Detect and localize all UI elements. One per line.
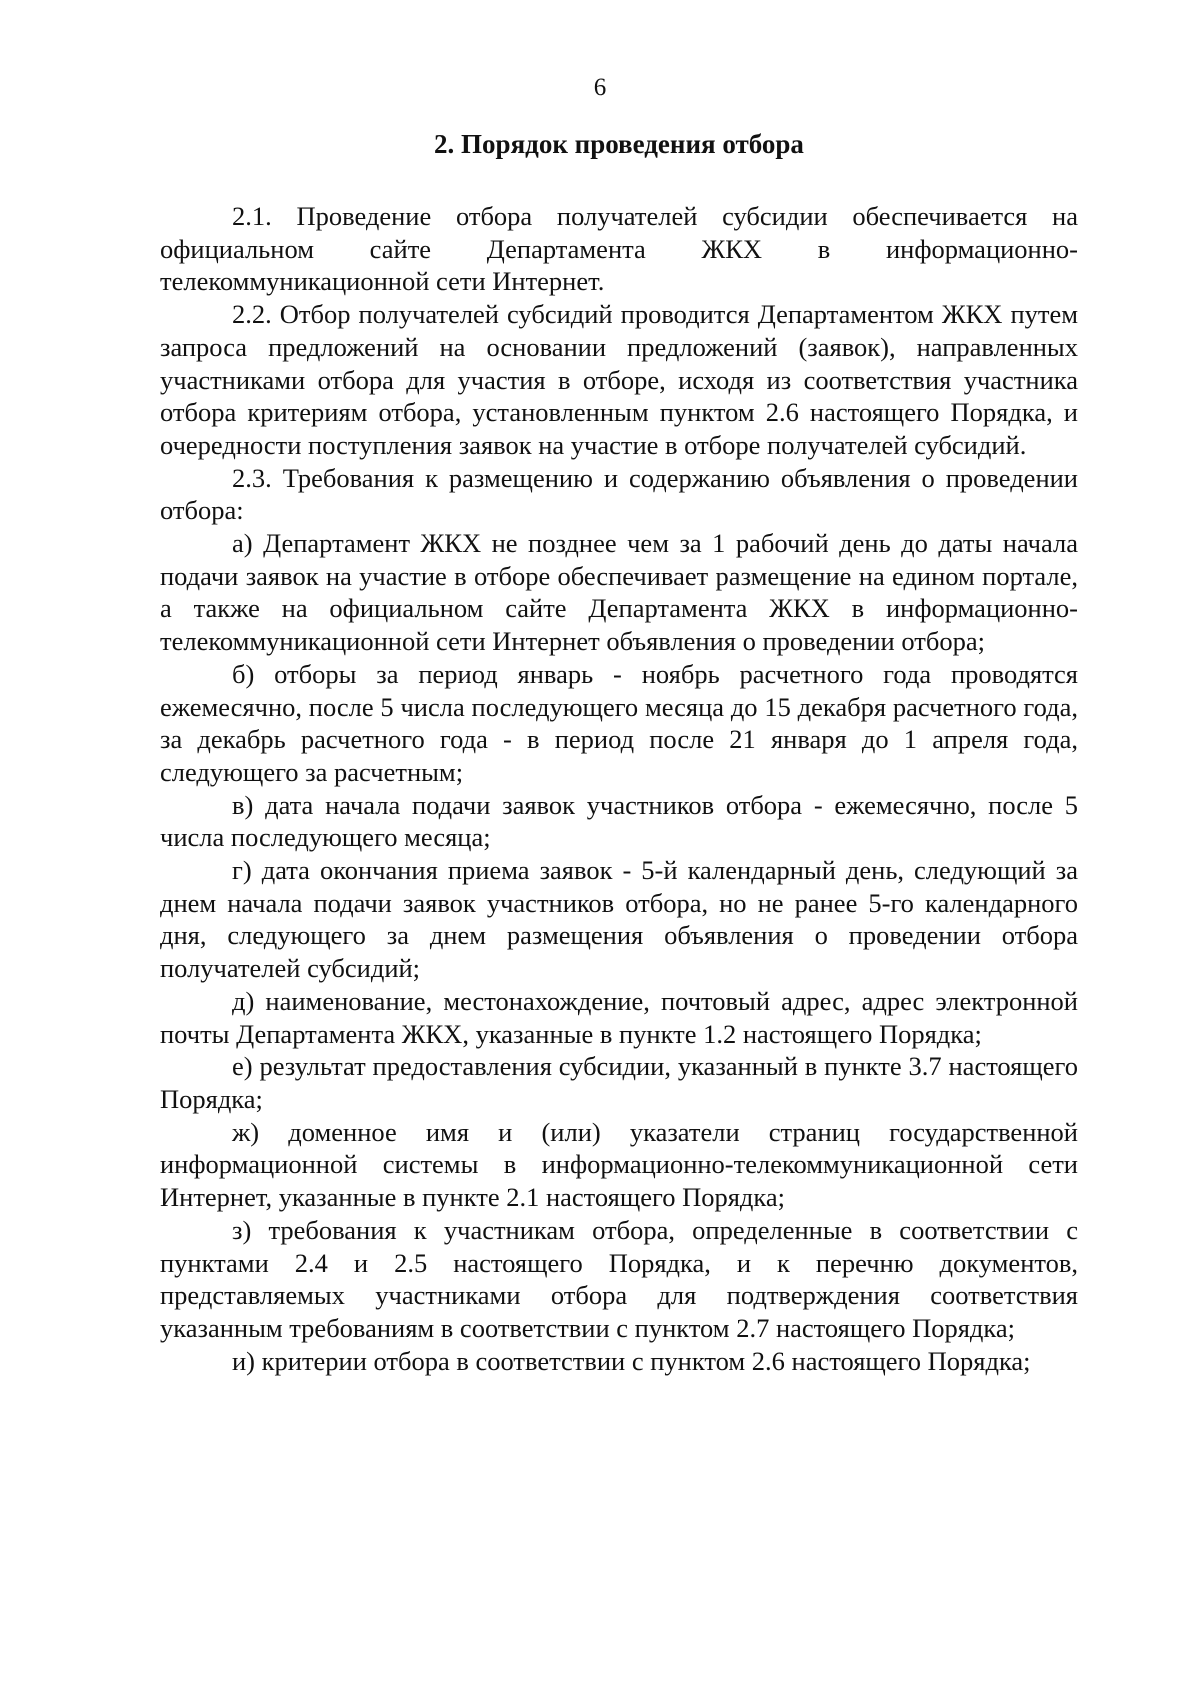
- list-item-b: б) отборы за период январь - ноябрь расчетного года проводятся ежемесячно, после 5 числа последующего месяца до 15 декабря расчетного года, за декабрь расчетного года - в период после 21 января до 1 апреля года, следующего за расчетным;: [160, 658, 1078, 787]
- section-heading: 2. Порядок проведения отбора: [434, 129, 804, 159]
- list-item-zh: ж) доменное имя и (или) указатели страниц государственной информационной системы в информационно-телекоммуникационной сети Интернет, указанные в пункте 2.1 настоящего Порядка;: [160, 1116, 1078, 1213]
- list-item-v: в) дата начала подачи заявок участников отбора - ежемесячно, после 5 числа последующего месяца;: [160, 789, 1078, 853]
- page-number: 6: [593, 74, 607, 101]
- list-item-i: и) критерии отбора в соответствии с пунктом 2.6 настоящего Порядка;: [232, 1345, 1031, 1376]
- document-body: [160, 124, 1078, 1377]
- list-item-a: а) Департамент ЖКХ не позднее чем за 1 рабочий день до даты начала подачи заявок на участие в отборе обеспечивает размещение на едином портале, а также на официальном сайте Департамента ЖКХ в информационно-телекоммуникационной сети Интернет объявления о проведении отбора;: [160, 528, 1078, 657]
- list-item-e: е) результат предоставления субсидии, указанный в пункте 3.7 настоящего Порядка;: [160, 1051, 1078, 1114]
- list-item-z: з) требования к участникам отбора, определенные в соответствии с пунктами 2.4 и 2.5 настоящего Порядка, и к перечню документов, представляемых участниками отбора для подтверждения соответствия указанным требованиям в соответствии с пунктом 2.7 настоящего Порядка;: [160, 1214, 1078, 1343]
- paragraph-2-1: 2.1. Проведение отбора получателей субсидии обеспечивается на официальном сайте Департамента ЖКХ в информационно-телекоммуникационной сети Интернет.: [160, 201, 1078, 297]
- paragraph-2-3: 2.3. Требования к размещению и содержанию объявления о проведении отбора:: [160, 462, 1078, 526]
- list-item-g: г) дата окончания приема заявок - 5-й календарный день, следующий за днем начала подачи заявок участников отбора, но не ранее 5-го календарного дня, следующего за днем размещения объявления о проведении отбора получателей субсидий;: [160, 855, 1078, 984]
- paragraph-2-2: 2.2. Отбор получателей субсидий проводится Департаментом ЖКХ путем запроса предложений на основании предложений (заявок), направленных участниками отбора для участия в отборе, исходя из соответствия участника отбора критериям отбора, установленным пунктом 2.6 настоящего Порядка, и очередности поступления заявок на участие в отборе получателей субсидий.: [160, 299, 1078, 460]
- list-item-d: д) наименование, местонахождение, почтовый адрес, адрес электронной почты Департамента ЖКХ, указанные в пункте 1.2 настоящего Порядка;: [160, 985, 1078, 1049]
